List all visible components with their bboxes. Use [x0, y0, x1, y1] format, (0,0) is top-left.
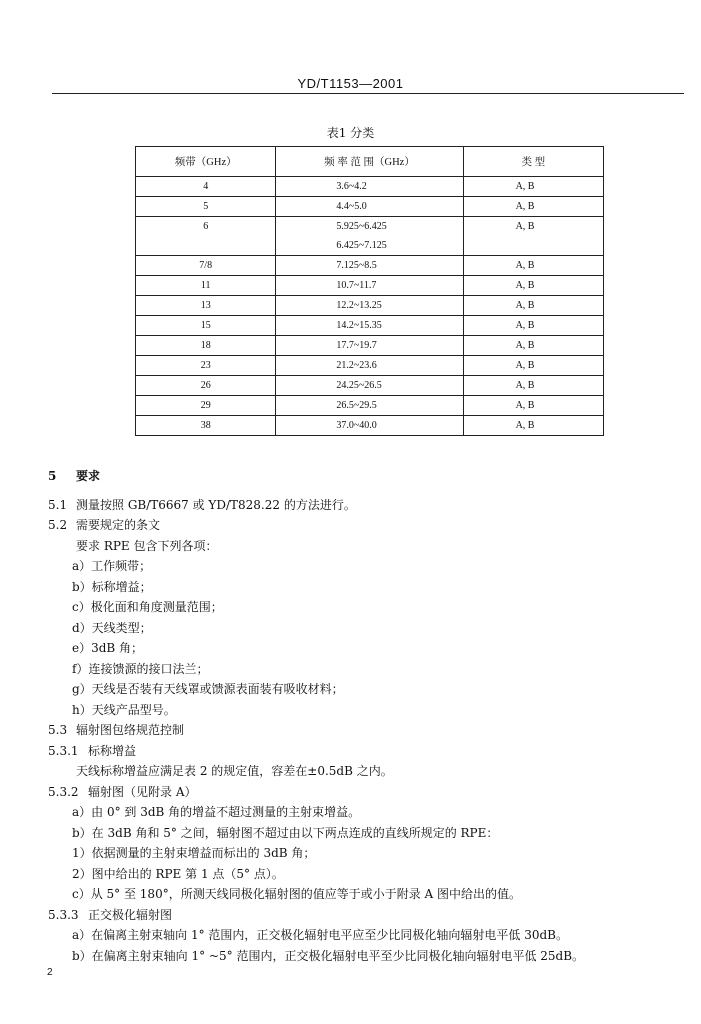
range-cell: 14.2~15.35 [276, 316, 463, 336]
type-cell: A, B [463, 177, 603, 197]
header-rule [52, 93, 684, 94]
range-line: 5.925~6.425 [336, 221, 387, 232]
type-cell: A, B [463, 256, 603, 276]
column-header-band: 频带（GHz） [136, 147, 276, 177]
list-item: d）天线类型； [72, 620, 152, 635]
range-line: 6.425~7.125 [336, 240, 387, 251]
clause-5-3-3-heading [48, 905, 688, 926]
table-row [136, 276, 604, 296]
clause-5-3-1-heading [48, 741, 688, 762]
range-cell: 17.7~19.7 [276, 336, 463, 356]
range-cell: 10.7~11.7 [276, 276, 463, 296]
clause-title: 需要规定的条文 [76, 518, 161, 532]
table-row [136, 296, 604, 316]
range-cell: 12.2~13.25 [276, 296, 463, 316]
table-row [136, 396, 604, 416]
table-row [136, 416, 604, 436]
list-item: g）天线是否装有天线罩或馈源表面装有吸收材料； [72, 682, 344, 696]
range-cell [276, 217, 463, 256]
clause-intro: 要求 RPE 包含下列各项： [76, 538, 218, 553]
type-cell: A, B [463, 276, 603, 296]
table-row [136, 316, 604, 336]
range-cell: 24.25~26.5 [276, 376, 463, 396]
range-cell: 37.0~40.0 [276, 416, 463, 436]
band-cell: 15 [136, 316, 276, 336]
range-cell: 26.5~29.5 [276, 396, 463, 416]
table-row [136, 177, 604, 197]
list-item: b）标称增益； [72, 579, 152, 594]
section-heading-5 [48, 466, 688, 487]
type-cell: A, B [463, 316, 603, 336]
type-cell: A, B [463, 217, 603, 256]
type-cell: A, B [463, 197, 603, 217]
range-cell: 21.2~23.6 [276, 356, 463, 376]
clause-number: 5.3 [48, 723, 68, 737]
list-item: a）由 0° 到 3dB 角的增益不超过测量的主射束增益。 [72, 805, 361, 819]
clause-number: 5.3.2 [48, 784, 79, 799]
clause-5-1 [48, 495, 688, 516]
table-header-row [136, 147, 604, 177]
list-item: a）工作频带； [72, 559, 152, 573]
list-item: b）在偏离主射束轴向 1° ~5° 范围内，正交极化辐射电平至少比同极化轴向辐射电平低 25dB。 [72, 948, 585, 963]
type-cell: A, B [463, 376, 603, 396]
clause-number: 5.3.3 [48, 907, 79, 922]
section-number: 5 [48, 469, 57, 483]
band-cell: 6 [136, 217, 276, 256]
range-cell: 4.4~5.0 [276, 197, 463, 217]
table-row [136, 197, 604, 217]
list-item: 2）图中给出的 RPE 第 1 点（5° 点）。 [72, 866, 284, 881]
clause-5-2-heading [48, 515, 688, 536]
column-header-type: 类 型 [463, 147, 603, 177]
requirements-section [48, 466, 688, 966]
table-caption: 表1 分类 [326, 126, 375, 140]
band-cell: 4 [136, 177, 276, 197]
list-item: c）从 5° 至 180°，所测天线同极化辐射图的值应等于或小于附录 A 图中给出的值。 [72, 887, 522, 901]
classification-table [135, 146, 604, 436]
table-row [136, 356, 604, 376]
clause-title: 标称增益 [88, 743, 137, 758]
section-title: 要求 [76, 469, 101, 483]
band-cell: 5 [136, 197, 276, 217]
clause-number: 5.2 [48, 518, 68, 532]
clause-title: 辐射图包络规范控制 [76, 723, 185, 737]
list-item: f）连接馈源的接口法兰； [72, 661, 209, 676]
clause-text: 天线标称增益应满足表 2 的规定值，容差在±0.5dB 之内。 [76, 764, 393, 778]
type-cell: A, B [463, 416, 603, 436]
clause-number: 5.3.1 [48, 743, 79, 758]
column-header-range: 频 率 范 围（GHz） [276, 147, 463, 177]
clause-text: 测量按照 GB/T6667 或 YD/T828.22 的方法进行。 [76, 497, 356, 512]
list-item: c）极化面和角度测量范围； [72, 600, 223, 614]
table-row [136, 256, 604, 276]
document-code-header: YD/T1153—2001 [297, 76, 404, 91]
clause-number: 5.1 [48, 497, 68, 512]
list-item: b）在 3dB 角和 5° 之间，辐射图不超过由以下两点连成的直线所规定的 RPE： [72, 825, 499, 840]
clause-title: 正交极化辐射图 [88, 907, 173, 922]
band-cell: 13 [136, 296, 276, 316]
type-cell: A, B [463, 336, 603, 356]
clause-5-3-2-heading [48, 782, 688, 803]
band-cell: 26 [136, 376, 276, 396]
band-cell: 38 [136, 416, 276, 436]
band-cell: 11 [136, 276, 276, 296]
type-cell: A, B [463, 396, 603, 416]
band-cell: 18 [136, 336, 276, 356]
list-item: h）天线产品型号。 [72, 702, 176, 717]
list-item: e）3dB 角； [72, 641, 144, 655]
list-item: 1）依据测量的主射束增益而标出的 3dB 角； [72, 846, 316, 860]
range-cell: 7.125~8.5 [276, 256, 463, 276]
range-cell: 3.6~4.2 [276, 177, 463, 197]
clause-title: 辐射图（见附录 A） [88, 784, 197, 799]
type-cell: A, B [463, 296, 603, 316]
page-number: 2 [47, 967, 53, 978]
clause-5-3-heading [48, 720, 688, 741]
band-cell: 29 [136, 396, 276, 416]
band-cell: 7/8 [136, 256, 276, 276]
table-row [136, 336, 604, 356]
table-row [136, 217, 604, 256]
band-cell: 23 [136, 356, 276, 376]
list-item: a）在偏离主射束轴向 1° 范围内，正交极化辐射电平应至少比同极化轴向辐射电平低 30dB。 [72, 928, 569, 942]
type-cell: A, B [463, 356, 603, 376]
table-row [136, 376, 604, 396]
